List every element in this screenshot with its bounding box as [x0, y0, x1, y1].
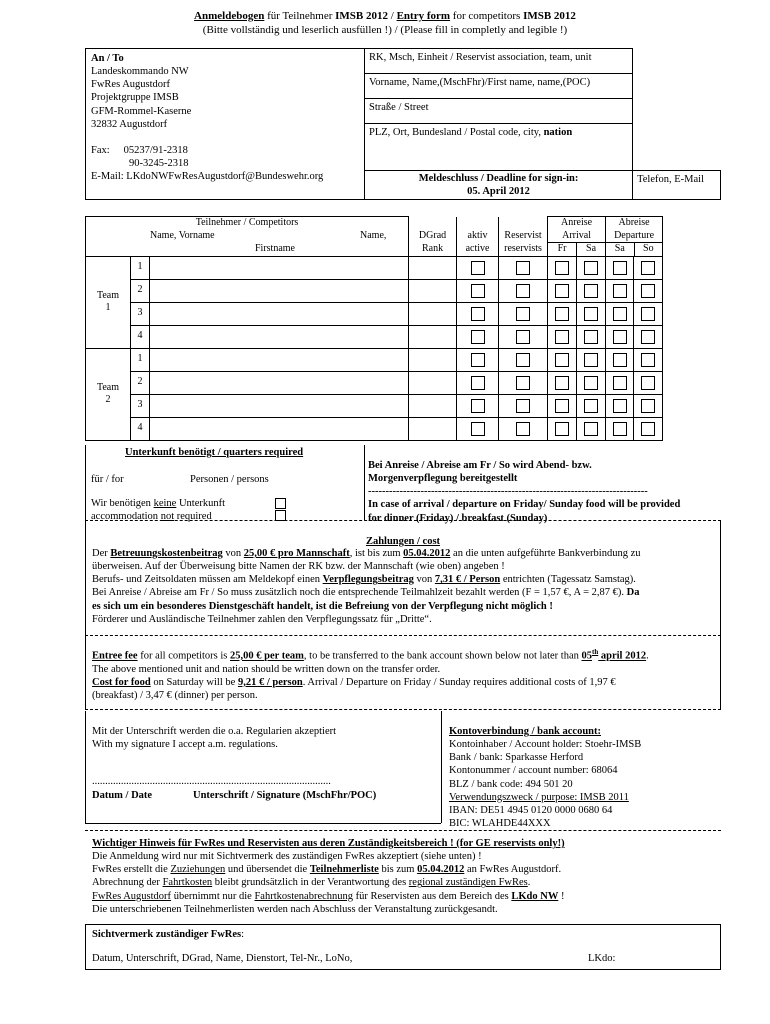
bank-line: Bank / bank: Sparkasse Herford	[449, 752, 584, 764]
no-accommodation-label: Wir benötigen keine Unterkunft	[91, 498, 226, 509]
no-accommodation-label-en: accommodation not required	[91, 511, 212, 522]
checkbox-cell	[457, 371, 499, 394]
arrival-fr-checkbox[interactable]	[555, 307, 569, 321]
arrival-fr-checkbox[interactable]	[555, 353, 569, 367]
field-street[interactable]: Straße / Street	[365, 99, 633, 124]
arrival-fr-checkbox[interactable]	[555, 376, 569, 390]
email-line: E-Mail: LKdoNWFwResAugustdorf@Bundeswehr.org	[91, 171, 324, 182]
checkbox-cell	[606, 325, 634, 348]
checkbox-cell	[457, 279, 499, 302]
competitor-name-field[interactable]	[150, 394, 409, 417]
bank-iban: IBAN: DE51 4945 0120 0000 0680 64	[449, 804, 613, 816]
competitors-table: Teilnehmer / Competitors Anreise Abreise Name, Vorname Name, Firstname DGrad Rank aktiv active Reservist reservists Arrival Fr Sa Departure Sa So Team 1 1 2 3 4 Team 2 1 2 3 4	[85, 216, 722, 441]
signature-label: Unterschrift / Signature (MschFhr/POC)	[193, 790, 377, 801]
arrival-fr-checkbox[interactable]	[555, 399, 569, 413]
row-number: 1	[131, 348, 150, 371]
no-accommodation-checkbox-1[interactable]	[275, 498, 286, 509]
payment-title: Zahlungen / cost	[365, 536, 441, 547]
field-name[interactable]: Vorname, Name,(MschFhr)/First name, name,(POC)	[365, 74, 633, 99]
competitor-rank-field[interactable]	[409, 302, 457, 325]
checkbox-cell	[577, 371, 606, 394]
checkbox-cell	[577, 279, 606, 302]
checkbox-cell	[499, 417, 548, 440]
quarters-persons-label: Personen / persons	[190, 474, 269, 485]
checkbox-cell	[577, 325, 606, 348]
signature-line[interactable]: ...........................................................................................	[92, 776, 331, 787]
endorsement-title: Sichtvermerk zuständiger FwRes:	[92, 929, 245, 940]
competitors-title-cell: Teilnehmer / Competitors	[86, 217, 409, 230]
bank-purpose: Verwendungszweck / purpose: IMSB 2011	[449, 791, 629, 803]
checkbox-cell	[577, 417, 606, 440]
quarters-title: Unterkunft benötigt / quarters required	[125, 447, 304, 458]
row-number: 4	[131, 417, 150, 440]
checkbox-cell	[634, 348, 663, 371]
quarters-section	[85, 445, 721, 524]
active-checkbox[interactable]	[471, 422, 485, 436]
departure-so-checkbox[interactable]	[641, 307, 655, 321]
checkbox-cell	[499, 394, 548, 417]
team-2-label: Team 2	[86, 348, 131, 440]
competitor-name-field[interactable]	[150, 371, 409, 394]
checkbox-cell	[548, 325, 577, 348]
competitor-rank-field[interactable]	[409, 325, 457, 348]
table-row	[86, 417, 722, 440]
row-number: 3	[131, 394, 150, 417]
bank-line: Kontoinhaber / Account holder: Stoehr-IMSB	[449, 739, 642, 751]
bank-bic: BIC: WLAHDE44XXX	[449, 817, 551, 829]
arrival-sa-checkbox[interactable]	[584, 422, 598, 436]
address-table	[85, 48, 721, 200]
reservist-checkbox[interactable]	[516, 399, 530, 413]
notice-title: Wichtiger Hinweis für FwRes und Reservisten aus deren Zuständigkeitsbereich ! (for GE reservists only!)	[92, 838, 565, 849]
checkbox-cell	[577, 256, 606, 279]
reservist-checkbox[interactable]	[516, 307, 530, 321]
fax-line-1: Fax: 05237/91-2318	[91, 144, 188, 156]
date-label: Datum / Date	[92, 790, 153, 801]
payment-english-text: Entree fee for all competitors is 25,00 € per team, to be transferred to the bank account shown below not later than 05th april 2012. The above mentioned unit and nation should be written down on the transfer order. Cost for food on Saturday will be 9,21 € / person. Arrival / Departure on Friday / Sunday requires additional costs of 1,97 € (breakfast) / 3,47 € (dinner) per person.	[92, 648, 649, 701]
address-line: Landeskommando NW	[91, 66, 189, 78]
recipient-cell	[86, 49, 365, 200]
arrival-sa-checkbox[interactable]	[584, 261, 598, 275]
address-line: GFM-Rommel-Kaserne	[91, 105, 192, 117]
table-row	[86, 279, 722, 302]
dgrad-header: DGrad Rank	[409, 230, 457, 257]
deadline-cell: Meldeschluss / Deadline for sign-in: 05. April 2012	[365, 171, 633, 200]
departure-sa-checkbox[interactable]	[613, 307, 627, 321]
bank-title: Kontoverbindung / bank account:	[449, 726, 601, 737]
departure-so-checkbox[interactable]	[641, 330, 655, 344]
competitor-rank-field[interactable]	[409, 417, 457, 440]
departure-so-checkbox[interactable]	[641, 284, 655, 298]
checkbox-cell	[457, 302, 499, 325]
to-label: An / To	[91, 53, 124, 64]
arrival-fr-checkbox[interactable]	[555, 330, 569, 344]
reservist-checkbox[interactable]	[516, 353, 530, 367]
checkbox-cell	[499, 279, 548, 302]
reservist-checkbox[interactable]	[516, 284, 530, 298]
signature-text: Mit der Unterschrift werden die o.a. Regularien akzeptiert With my signature I accept a.m. regulations.	[92, 726, 337, 751]
field-postal[interactable]: PLZ, Ort, Bundesland / Postal code, city, nation	[365, 124, 633, 171]
checkbox-cell	[606, 417, 634, 440]
checkbox-cell	[634, 394, 663, 417]
row-number: 2	[131, 371, 150, 394]
active-checkbox[interactable]	[471, 353, 485, 367]
payment-german-text: Der Betreuungskostenbeitrag von 25,00 € pro Mannschaft, ist bis zum 05.04.2012 an die unten aufgeführte Bankverbindung zu überweisen. Auf der Überweisung bitte Namen der RK bzw. der Mannschaft (wie oben) angeben ! Berufs- und Zeitsoldaten müssen am Meldekopf einen Verpflegungsbeitrag von 7,31 € / Person entrichten (Tagessatz Samstag). Bei Anreise / Abreise am Fr / So muss zusätzlich noch die entsprechende Teilmahlzeit bezahlt werden (F = 1,57 €, A = 2,87 €). Da es sich um ein besonderes Dienstgeschäft handelt, ist die Befreiung von der Verpflegung nicht möglich ! Förderer und Ausländische Teilnehmer zahlen den Verpflegungssatz für „Dritte“.	[92, 548, 641, 625]
quarters-for-label: für / for	[91, 474, 124, 485]
table-row	[86, 394, 722, 417]
competitor-name-field[interactable]	[150, 279, 409, 302]
competitor-rank-field[interactable]	[409, 348, 457, 371]
departure-sa-checkbox[interactable]	[613, 422, 627, 436]
checkbox-cell	[634, 417, 663, 440]
checkbox-cell	[606, 256, 634, 279]
checkbox-cell	[577, 348, 606, 371]
active-header: aktiv active	[457, 230, 499, 257]
competitor-name-field[interactable]	[150, 417, 409, 440]
reservist-checkbox[interactable]	[516, 376, 530, 390]
active-checkbox[interactable]	[471, 330, 485, 344]
row-number: 1	[131, 256, 150, 279]
address-line: 32832 Augustdorf	[91, 118, 168, 130]
food-info: Bei Anreise / Abreise am Fr / So wird Abend- bzw. Morgenverpflegung bereitgestellt -------------------------------------------------------------------------------- In case of arrival / departure on Friday/ Sunday food will be provided for dinner (Friday) / breakfast (Sunday)	[368, 460, 681, 524]
checkbox-cell	[457, 394, 499, 417]
checkbox-cell	[499, 302, 548, 325]
reservist-checkbox[interactable]	[516, 422, 530, 436]
departure-sa-checkbox[interactable]	[613, 284, 627, 298]
form-header	[0, 10, 770, 38]
checkbox-cell	[634, 325, 663, 348]
header-subtitle: (Bitte vollständig und leserlich ausfüllen !) / (Please fill in completly and legible !)	[202, 23, 568, 36]
important-notice: Wichtiger Hinweis für FwRes und Reservisten aus deren Zuständigkeitsbereich ! (for GE reservists only!) Die Anmeldung wird nur mit Sichtvermerk des zuständigen FwRes akzeptiert (siehe unten) ! FwRes erstellt die Zuziehungen und übersendet die Teilnehmerliste bis zum 05.04.2012 an FwRes Augustdorf. Abrechnung der Fahrtkosten bleibt grundsätzlich in der Verantwortung des regional zuständigen FwRes. FwRes Augustdorf übernimmt nur die Fahrtkostenabrechnung für Reservisten aus dem Bereich des LKdo NW ! Die unterschriebenen Teilnehmerlisten werden nach Abschluss der Veranstaltung zurückgesandt.	[92, 837, 717, 916]
departure-sa-checkbox[interactable]	[613, 376, 627, 390]
arrival-sa-checkbox[interactable]	[584, 353, 598, 367]
checkbox-cell	[548, 348, 577, 371]
checkbox-cell	[606, 394, 634, 417]
field-phone[interactable]: Telefon, E-Mail	[633, 171, 721, 200]
checkbox-cell	[634, 302, 663, 325]
departure-so-checkbox[interactable]	[641, 261, 655, 275]
active-checkbox[interactable]	[471, 376, 485, 390]
reservist-header: Reservist reservists	[499, 230, 548, 257]
row-number: 2	[131, 279, 150, 302]
competitor-name-field[interactable]	[150, 348, 409, 371]
fax-line-2: 90-3245-2318	[129, 157, 189, 169]
checkbox-cell	[634, 279, 663, 302]
checkbox-cell	[634, 256, 663, 279]
active-checkbox[interactable]	[471, 399, 485, 413]
checkbox-cell	[634, 371, 663, 394]
checkbox-cell	[548, 279, 577, 302]
arrival-fr-checkbox[interactable]	[555, 284, 569, 298]
arrival-sa-checkbox[interactable]	[584, 330, 598, 344]
checkbox-cell	[606, 371, 634, 394]
checkbox-cell	[457, 348, 499, 371]
departure-sa-checkbox[interactable]	[613, 261, 627, 275]
departure-sa-checkbox[interactable]	[613, 353, 627, 367]
competitor-name-field[interactable]	[150, 302, 409, 325]
checkbox-cell	[457, 325, 499, 348]
endorsement-fields: Datum, Unterschrift, DGrad, Name, Dienstort, Tel-Nr., LoNo,	[92, 953, 353, 964]
arrival-header: Anreise	[548, 217, 606, 230]
bank-line: Kontonummer / account number: 68064	[449, 765, 618, 777]
active-checkbox[interactable]	[471, 284, 485, 298]
checkbox-cell	[548, 417, 577, 440]
checkbox-cell	[499, 256, 548, 279]
row-number: 3	[131, 302, 150, 325]
checkbox-cell	[548, 302, 577, 325]
arrival-fr-checkbox[interactable]	[555, 422, 569, 436]
checkbox-cell	[606, 302, 634, 325]
competitor-rank-field[interactable]	[409, 371, 457, 394]
departure-so-checkbox[interactable]	[641, 399, 655, 413]
departure-header: Abreise	[606, 217, 663, 230]
name-header: Name, Vorname Name, Firstname	[86, 230, 409, 257]
row-number: 4	[131, 325, 150, 348]
arrival-sa-checkbox[interactable]	[584, 284, 598, 298]
competitor-name-field[interactable]	[150, 256, 409, 279]
bank-line: BLZ / bank code: 494 501 20	[449, 778, 573, 790]
checkbox-cell	[548, 371, 577, 394]
bank-account-info	[449, 725, 719, 830]
checkbox-cell	[577, 302, 606, 325]
arrival-fr-checkbox[interactable]	[555, 261, 569, 275]
arrival-sa-checkbox[interactable]	[584, 376, 598, 390]
checkbox-cell	[457, 256, 499, 279]
header-title: Anmeldebogen für Teilnehmer IMSB 2012 / Entry form for competitors IMSB 2012	[194, 10, 576, 22]
address-line: FwRes Augustdorf	[91, 79, 171, 91]
competitor-rank-field[interactable]	[409, 394, 457, 417]
competitor-name-field[interactable]	[150, 325, 409, 348]
checkbox-cell	[606, 279, 634, 302]
reservist-checkbox[interactable]	[516, 330, 530, 344]
active-checkbox[interactable]	[471, 307, 485, 321]
table-row	[86, 348, 722, 371]
checkbox-cell	[499, 371, 548, 394]
table-row	[86, 302, 722, 325]
competitor-rank-field[interactable]	[409, 279, 457, 302]
competitor-rank-field[interactable]	[409, 256, 457, 279]
checkbox-cell	[577, 394, 606, 417]
departure-so-checkbox[interactable]	[641, 422, 655, 436]
departure-so-checkbox[interactable]	[641, 353, 655, 367]
departure-so-checkbox[interactable]	[641, 376, 655, 390]
checkbox-cell	[606, 348, 634, 371]
checkbox-cell	[548, 394, 577, 417]
field-association[interactable]: RK, Msch, Einheit / Reservist association, team, unit	[365, 49, 633, 74]
departure-sa-checkbox[interactable]	[613, 330, 627, 344]
address-line: Projektgruppe IMSB	[91, 92, 179, 104]
checkbox-cell	[499, 325, 548, 348]
checkbox-cell	[457, 417, 499, 440]
departure-sa-checkbox[interactable]	[613, 399, 627, 413]
checkbox-cell	[548, 256, 577, 279]
table-row	[86, 325, 722, 348]
arrival-sa-checkbox[interactable]	[584, 399, 598, 413]
arrival-sa-checkbox[interactable]	[584, 307, 598, 321]
checkbox-cell	[499, 348, 548, 371]
table-row	[86, 256, 722, 279]
reservist-checkbox[interactable]	[516, 261, 530, 275]
endorsement-lkdo: LKdo:	[588, 953, 616, 964]
team-1-label: Team 1	[86, 256, 131, 348]
table-row	[86, 371, 722, 394]
active-checkbox[interactable]	[471, 261, 485, 275]
